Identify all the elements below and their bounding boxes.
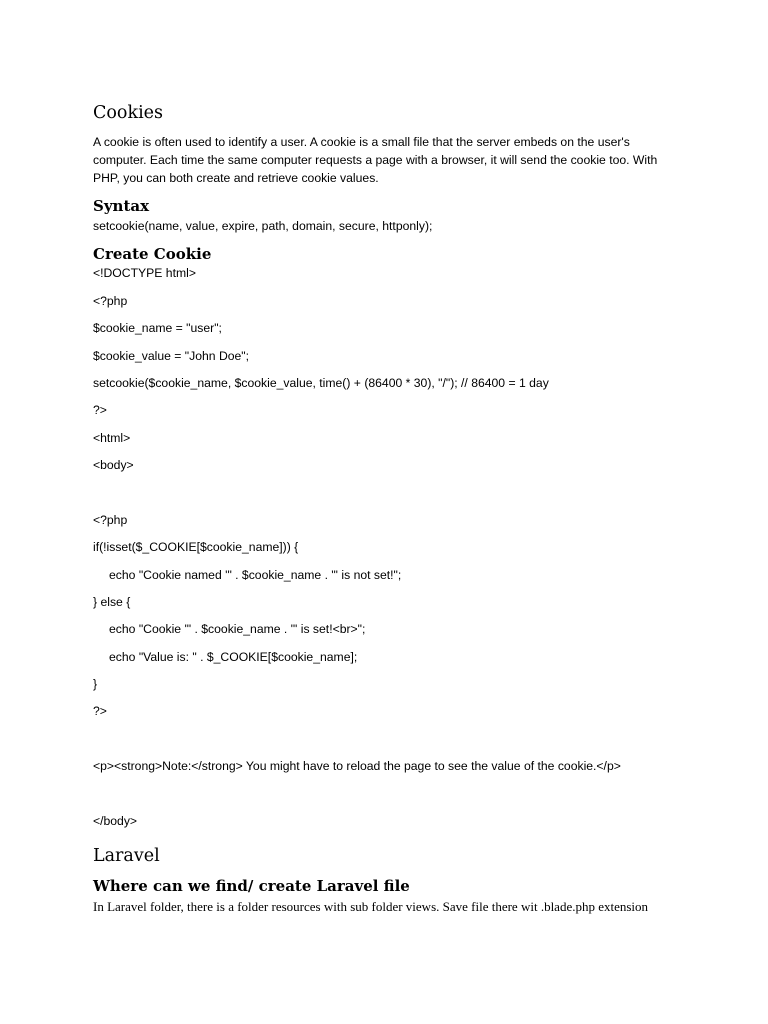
code-line: echo "Cookie '" . $cookie_name . "' is set!<br>"; (109, 622, 366, 636)
syntax-line: setcookie(name, value, expire, path, domain, secure, httponly); (93, 219, 433, 233)
laravel-paragraph: In Laravel folder, there is a folder resources with sub folder views. Save file there wit .blade.php extension (93, 899, 649, 914)
code-line: $cookie_value = "John Doe"; (93, 349, 250, 363)
code-line: $cookie_name = "user"; (93, 321, 222, 335)
code-line: setcookie($cookie_name, $cookie_value, time() + (86400 * 30), "/"); // 86400 = 1 day (93, 376, 549, 390)
code-line: </body> (93, 814, 138, 828)
code-line: <html> (93, 431, 131, 445)
code-line: echo "Cookie named '" . $cookie_name . "' is not set!"; (109, 568, 402, 582)
code-line: ?> (93, 704, 107, 718)
cookies-heading: Cookies (93, 103, 163, 123)
laravel-heading: Laravel (93, 846, 160, 866)
cookies-intro-paragraph: A cookie is often used to identify a user. A cookie is a small file that the server embeds on the user's computer. Each time the same computer requests a page with a browser, it will send the cookie too. With PHP, you can both create and retrieve cookie values. (93, 135, 658, 185)
create-cookie-heading: Create Cookie (93, 245, 212, 263)
code-line: echo "Value is: " . $_COOKIE[$cookie_name]; (109, 650, 358, 664)
code-line: } else { (93, 595, 131, 609)
laravel-subheading: Where can we find/ create Laravel file (93, 877, 410, 895)
code-line: <body> (93, 458, 134, 472)
code-line: if(!isset($_COOKIE[$cookie_name])) { (93, 540, 299, 554)
code-line: ?> (93, 403, 107, 417)
code-line: <?php (93, 513, 128, 527)
code-line: <?php (93, 294, 128, 308)
code-line: <!DOCTYPE html> (93, 266, 196, 280)
syntax-heading: Syntax (93, 197, 150, 215)
code-line: <p><strong>Note:</strong> You might have to reload the page to see the value of the cookie.</p> (93, 759, 621, 773)
code-line: } (93, 677, 98, 691)
